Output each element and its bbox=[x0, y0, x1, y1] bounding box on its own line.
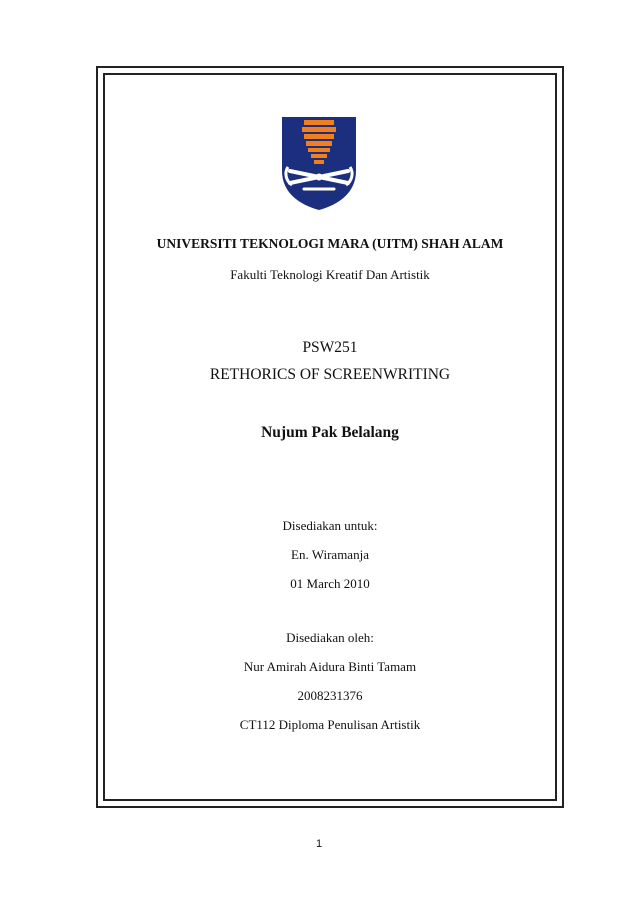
student-id: 2008231376 bbox=[297, 688, 363, 703]
lecturer-name: En. Wiramanja bbox=[291, 547, 369, 562]
prepared-for-label: Disediakan untuk: bbox=[282, 518, 378, 533]
course-name: RETHORICS OF SCREENWRITING bbox=[209, 366, 451, 383]
program-name: CT112 Diploma Penulisan Artistik bbox=[239, 717, 421, 732]
course-code: PSW251 bbox=[302, 339, 358, 356]
submission-date: 01 March 2010 bbox=[290, 576, 370, 591]
assignment-title: Nujum Pak Belalang bbox=[261, 424, 399, 441]
university-name: UNIVERSITI TEKNOLOGI MARA (UITM) SHAH ALAM bbox=[156, 236, 504, 251]
page-number: 1 bbox=[315, 838, 323, 850]
student-name: Nur Amirah Aidura Binti Tamam bbox=[243, 659, 417, 674]
faculty-name: Fakulti Teknologi Kreatif Dan Artistik bbox=[230, 267, 430, 282]
prepared-by-label: Disediakan oleh: bbox=[286, 630, 374, 645]
uitm-crest-icon bbox=[280, 115, 358, 211]
